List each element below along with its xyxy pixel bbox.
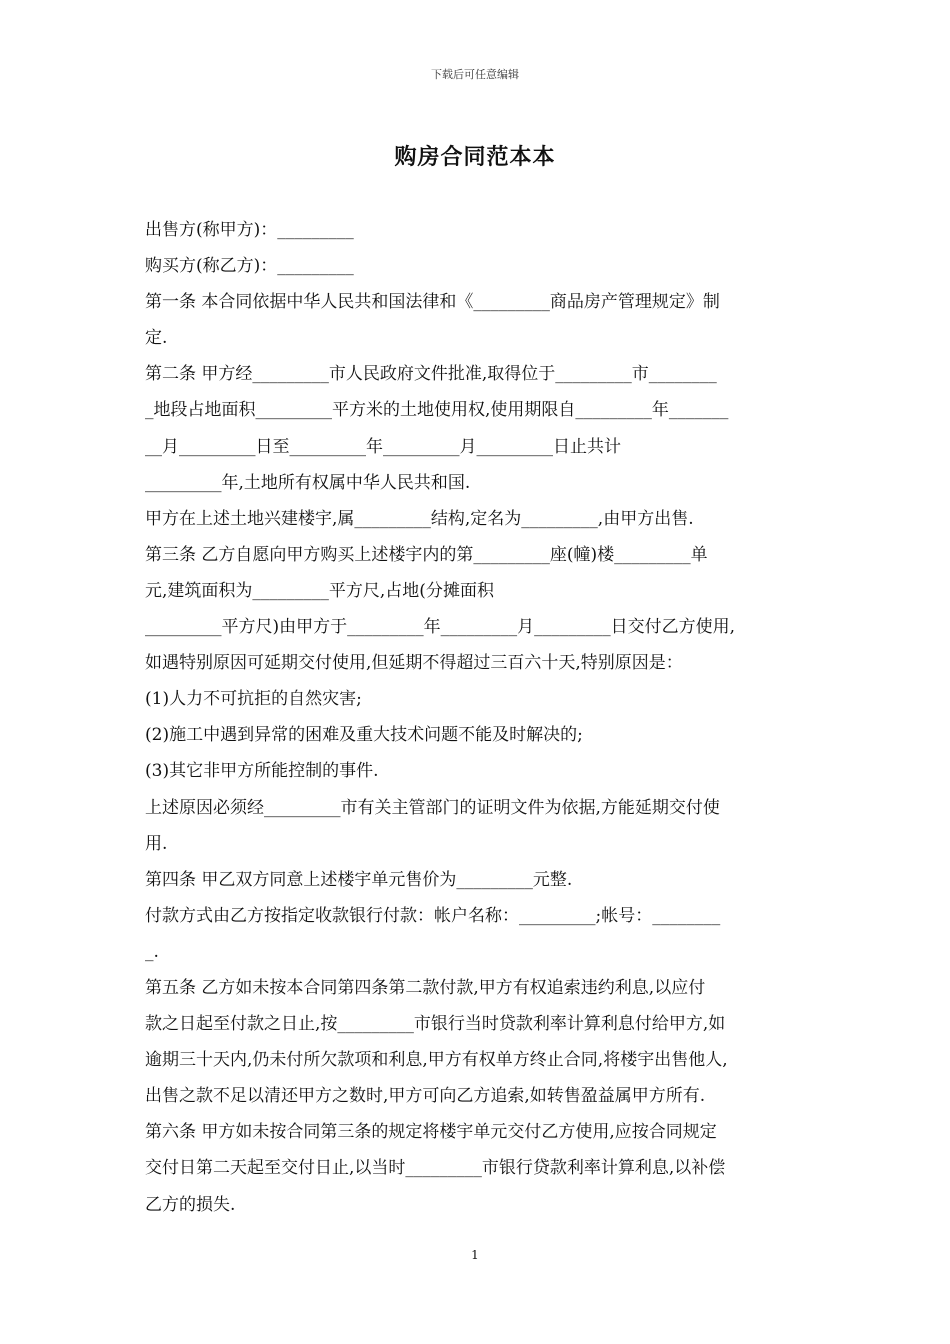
text-line: 第四条 甲乙双方同意上述楼宇单元售价为_________元整. xyxy=(145,869,573,890)
text-line: 出售之款不足以清还甲方之数时,甲方可向乙方追索,如转售盈益属甲方所有. xyxy=(145,1086,706,1107)
text-line: 第二条 甲方经_________市人民政府文件批准,取得位于_________市________ xyxy=(145,364,717,385)
text-line: _地段占地面积_________平方米的土地使用权,使用期限自_________年_______ xyxy=(145,400,729,421)
text-line: 款之日起至付款之日止,按_________市银行当时贷款利率计算利息付给甲方,如 xyxy=(145,1014,726,1035)
text-line: 第三条 乙方自愿向甲方购买上述楼宇内的第_________座(幢)楼_________单 xyxy=(145,544,708,565)
text-line: 用. xyxy=(145,833,168,854)
text-line: 第五条 乙方如未按本合同第四条第二款付款,甲方有权追索违约利息,以应付 xyxy=(145,977,706,998)
text-line: 交付日第二天起至交付日止,以当时_________市银行贷款利率计算利息,以补偿 xyxy=(145,1158,726,1179)
text-line: __月_________日至_________年_________月_________日止共计 xyxy=(145,436,621,457)
text-line: _________年,土地所有权属中华人民共和国. xyxy=(145,472,471,493)
text-line: 定. xyxy=(145,328,168,349)
text-line: (3)其它非甲方所能控制的事件. xyxy=(145,761,379,782)
text-line: _________平方尺)由甲方于_________年_________月_________日交付乙方使用, xyxy=(145,617,736,638)
text-line: 逾期三十天内,仍未付所欠款项和利息,甲方有权单方终止合同,将楼宇出售他人, xyxy=(145,1050,728,1071)
text-line: 付款方式由乙方按指定收款银行付款：帐户名称：_________;帐号：________ xyxy=(145,905,721,926)
text-line: (2)施工中遇到异常的困难及重大技术问题不能及时解决的; xyxy=(145,725,583,746)
page-header: 下载后可任意编辑 xyxy=(431,68,519,81)
text-line: 第一条 本合同依据中华人民共和国法律和《_________商品房产管理规定》制 xyxy=(145,292,720,313)
text-line: 乙方的损失. xyxy=(145,1194,236,1215)
text-line: (1)人力不可抗拒的自然灾害; xyxy=(145,689,362,710)
page-number: 1 xyxy=(471,1248,479,1262)
text-line: 出售方(称甲方)：_________ xyxy=(145,220,354,240)
contract-body xyxy=(145,212,810,1223)
text-line: 第六条 甲方如未按合同第三条的规定将楼宇单元交付乙方使用,应按合同规定 xyxy=(145,1122,717,1143)
text-line: 甲方在上述土地兴建楼宇,属_________结构,定名为_________,由甲方出售. xyxy=(145,508,694,529)
text-line: 元,建筑面积为_________平方尺,占地(分摊面积 xyxy=(145,580,494,601)
text-line: 如遇特别原因可延期交付使用,但延期不得超过三百六十天,特别原因是： xyxy=(145,653,683,674)
text-line: 购买方(称乙方)：_________ xyxy=(145,256,354,277)
document-title: 购房合同范本本 xyxy=(394,144,556,170)
text-line: _. xyxy=(145,941,159,962)
text-line: 上述原因必须经_________市有关主管部门的证明文件为依据,方能延期交付使 xyxy=(145,797,720,818)
